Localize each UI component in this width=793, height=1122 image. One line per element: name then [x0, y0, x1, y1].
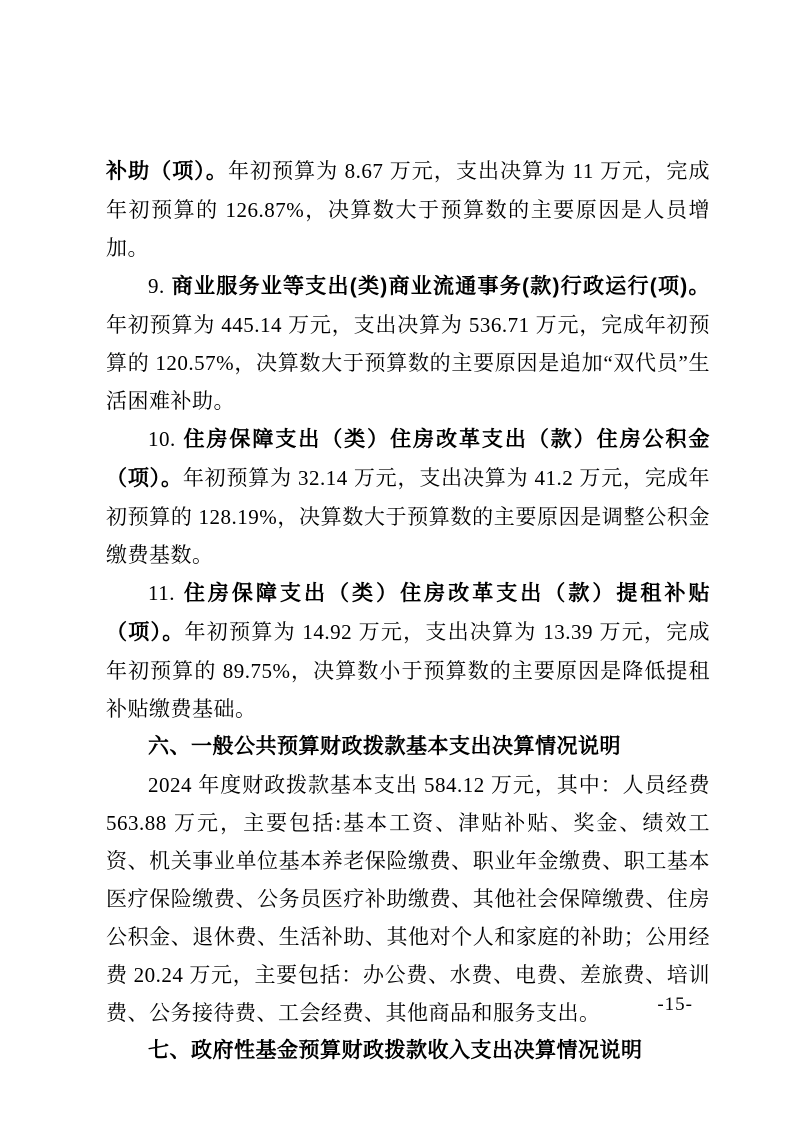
- item8-body-text: 年初预算为 8.67 万元，支出决算为 11 万元，完成年初预算的 126.87%，决算数大于预算数的主要原因是人员增加。: [106, 159, 710, 260]
- item10-body-text: 年初预算为 32.14 万元，支出决算为 41.2 万元，完成年初预算的 128.19%，决算数大于预算数的主要原因是调整公积金缴费基数。: [106, 466, 711, 567]
- paragraph-item9: [106, 267, 710, 420]
- item11-number: 11.: [148, 581, 175, 605]
- item11-heading: 住房保障支出（类）住房改革支出（款）提租补贴（项）。: [106, 582, 710, 644]
- paragraph-item10: [106, 420, 710, 574]
- paragraph-item11: [106, 574, 710, 728]
- paragraph-item8-continuation: [106, 152, 710, 267]
- section-6-title: 六、一般公共预算财政拨款基本支出决算情况说明: [148, 735, 621, 758]
- page-number: -15-: [657, 994, 693, 1015]
- item9-number: 9.: [148, 274, 165, 298]
- section-6-paragraph: 2024 年度财政拨款基本支出 584.12 万元，其中：人员经费 563.88 万元，主要包括:基本工资、津贴补贴、奖金、绩效工资、机关事业单位基本养老保险缴费、职业年金缴费、职工基本医疗保险缴费、公务员医疗补助缴费、其他社会保障缴费、住房公积金、退休费、生活补助、其他对个人和家庭的补助；公用经费 20.24 万元，主要包括：办公费、水费、电费、差旅费、培训费、公务接待费、工会经费、其他商品和服务支出。: [106, 773, 710, 1025]
- item9-heading: 商业服务业等支出(类)商业流通事务(款)行政运行(项)。: [171, 275, 710, 298]
- item10-number: 10.: [148, 427, 176, 451]
- item11-body-text: 年初预算为 14.92 万元，支出决算为 13.39 万元，完成年初预算的 89.75%，决算数小于预算数的主要原因是降低提租补贴缴费基础。: [106, 620, 711, 721]
- item9-body-text: 年初预算为 445.14 万元，支出决算为 536.71 万元，完成年初预算的 120.57%，决算数大于预算数的主要原因是追加“双代员”生活困难补助。: [106, 313, 710, 413]
- item8-heading-tail: 补助（项）。: [106, 160, 228, 183]
- section-7-title: 七、政府性基金预算财政拨款收入支出决算情况说明: [148, 1039, 643, 1062]
- item10-heading: 住房保障支出（类）住房改革支出（款）住房公积金（项）。: [106, 428, 710, 490]
